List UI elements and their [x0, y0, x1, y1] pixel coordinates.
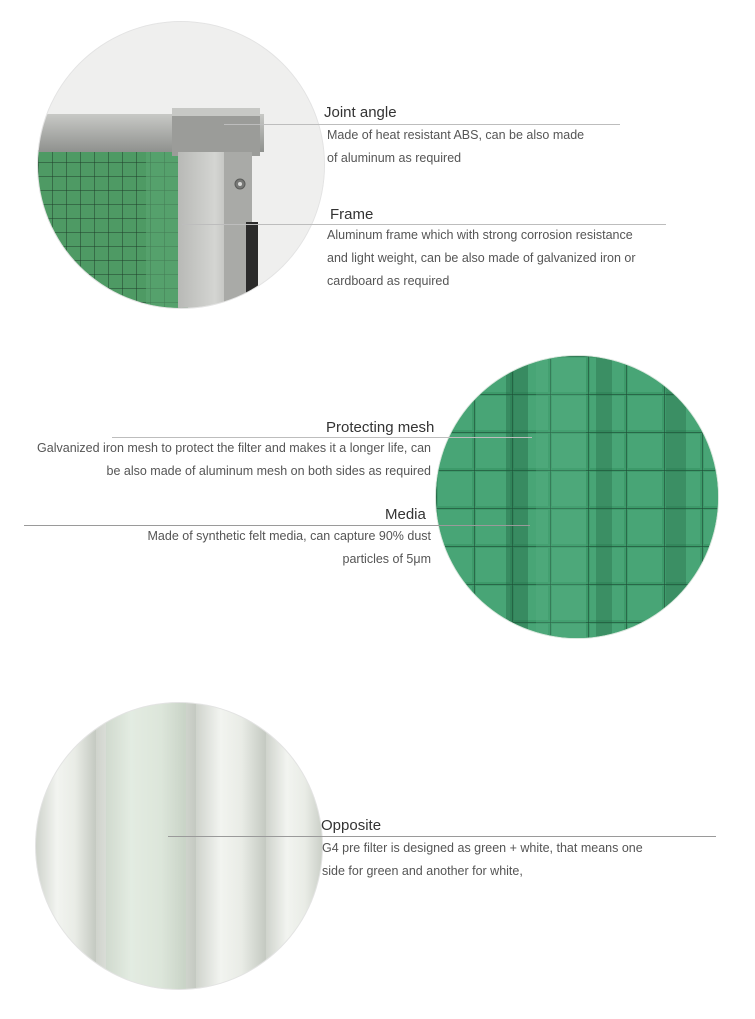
opposite-title: Opposite: [321, 817, 382, 834]
opposite-description: G4 pre filter is designed as green + white, that means one side for green and another for white,: [322, 841, 643, 878]
frame-corner-photo: [38, 22, 324, 308]
frame-title: Frame: [330, 206, 374, 223]
frame-corner-illustration: [38, 22, 324, 308]
mesh-closeup-illustration: [436, 356, 718, 638]
protecting-mesh-description: Galvanized iron mesh to protect the filter and makes it a longer life, can be also made of aluminum mesh on both sides as required: [37, 441, 431, 478]
joint-angle-title: Joint angle: [324, 104, 397, 121]
protecting-mesh-title: Protecting mesh: [326, 419, 435, 436]
joint-angle-description: Made of heat resistant ABS, can be also made of aluminum as required: [327, 128, 585, 165]
media-title: Media: [385, 506, 426, 523]
frame-description: Aluminum frame which with strong corrosion resistance and light weight, can be also made of galvanized iron or cardboard as required: [327, 228, 636, 288]
protecting-mesh-photo: [436, 356, 718, 638]
white-side-photo: [36, 703, 322, 989]
media-description: Made of synthetic felt media, can capture 90% dust particles of 5μm: [147, 529, 431, 566]
white-felt-illustration: [36, 703, 322, 989]
